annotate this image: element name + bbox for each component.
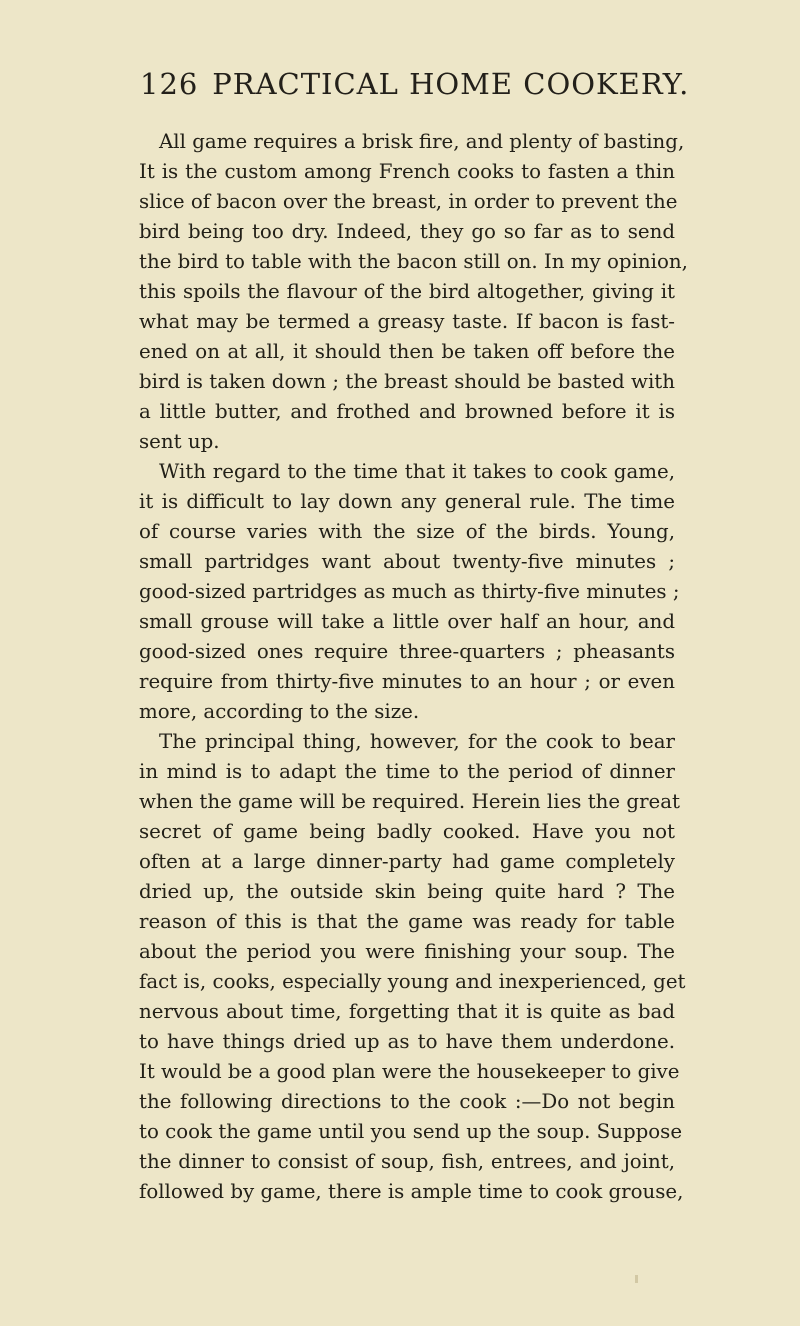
text-line: slice of bacon over the breast, in order to prevent the bbox=[139, 190, 678, 213]
text-line: reason of this is that the game was ready for table bbox=[139, 910, 675, 933]
text-line: the dinner to consist of soup, fish, entrees, and joint, bbox=[139, 1150, 675, 1173]
text-line: followed by game, there is ample time to cook grouse, bbox=[139, 1180, 684, 1203]
text-line: ened on at all, it should then be taken off before the bbox=[139, 340, 675, 363]
text-line: It would be a good plan were the housekeeper to give bbox=[139, 1060, 680, 1083]
text-line: With regard to the time that it takes to cook game, bbox=[159, 460, 675, 483]
text-line: the following directions to the cook :—Do not begin bbox=[139, 1090, 675, 1113]
text-line: nervous about time, forgetting that it is quite as bad bbox=[139, 1000, 675, 1023]
page-header bbox=[140, 62, 690, 106]
text-line: small partridges want about twenty-five minutes ; bbox=[139, 550, 675, 573]
text-line: when the game will be required. Herein lies the great bbox=[139, 790, 680, 813]
text-line: this spoils the flavour of the bird altogether, giving it bbox=[139, 280, 675, 303]
text-line: secret of game being badly cooked. Have you not bbox=[139, 820, 675, 843]
body-text bbox=[139, 127, 688, 1207]
text-line: All game requires a brisk fire, and plenty of basting, bbox=[159, 130, 685, 153]
text-line: to cook the game until you send up the soup. Suppose bbox=[139, 1120, 683, 1143]
text-line: the bird to table with the bacon still on. In my opinion, bbox=[139, 250, 688, 273]
text-line: more, according to the size. bbox=[139, 700, 420, 723]
text-line: small grouse will take a little over half an hour, and bbox=[139, 610, 675, 633]
text-line: what may be termed a greasy taste. If bacon is fast- bbox=[139, 310, 675, 333]
text-line: about the period you were finishing your soup. The bbox=[139, 940, 675, 963]
text-line: in mind is to adapt the time to the period of dinner bbox=[139, 760, 675, 783]
text-line: The principal thing, however, for the cook to bear bbox=[159, 730, 675, 753]
text-line: It is the custom among French cooks to fasten a thin bbox=[139, 160, 675, 183]
text-line: dried up, the outside skin being quite hard ? The bbox=[139, 880, 675, 903]
text-line: to have things dried up as to have them underdone. bbox=[139, 1030, 675, 1053]
text-line: often at a large dinner-party had game completely bbox=[139, 850, 675, 873]
page-number: 126 bbox=[140, 67, 199, 101]
text-line: sent up. bbox=[139, 430, 220, 453]
text-line: require from thirty-five minutes to an hour ; or even bbox=[139, 670, 675, 693]
running-head: PRACTICAL HOME COOKERY. bbox=[212, 67, 690, 101]
text-line: bird is taken down ; the breast should be basted with bbox=[139, 370, 675, 393]
text-line: a little butter, and frothed and browned before it is bbox=[139, 400, 675, 423]
text-line: bird being too dry. Indeed, they go so far as to send bbox=[139, 220, 675, 243]
text-line: good-sized ones require three-quarters ; pheasants bbox=[139, 640, 675, 663]
paper-speck bbox=[635, 1275, 638, 1283]
text-line: fact is, cooks, especially young and inexperienced, get bbox=[139, 970, 686, 993]
text-line: it is difficult to lay down any general rule. The time bbox=[139, 490, 675, 513]
text-line: good-sized partridges as much as thirty-five minutes ; bbox=[139, 580, 680, 603]
text-line: of course varies with the size of the birds. Young, bbox=[139, 520, 675, 543]
